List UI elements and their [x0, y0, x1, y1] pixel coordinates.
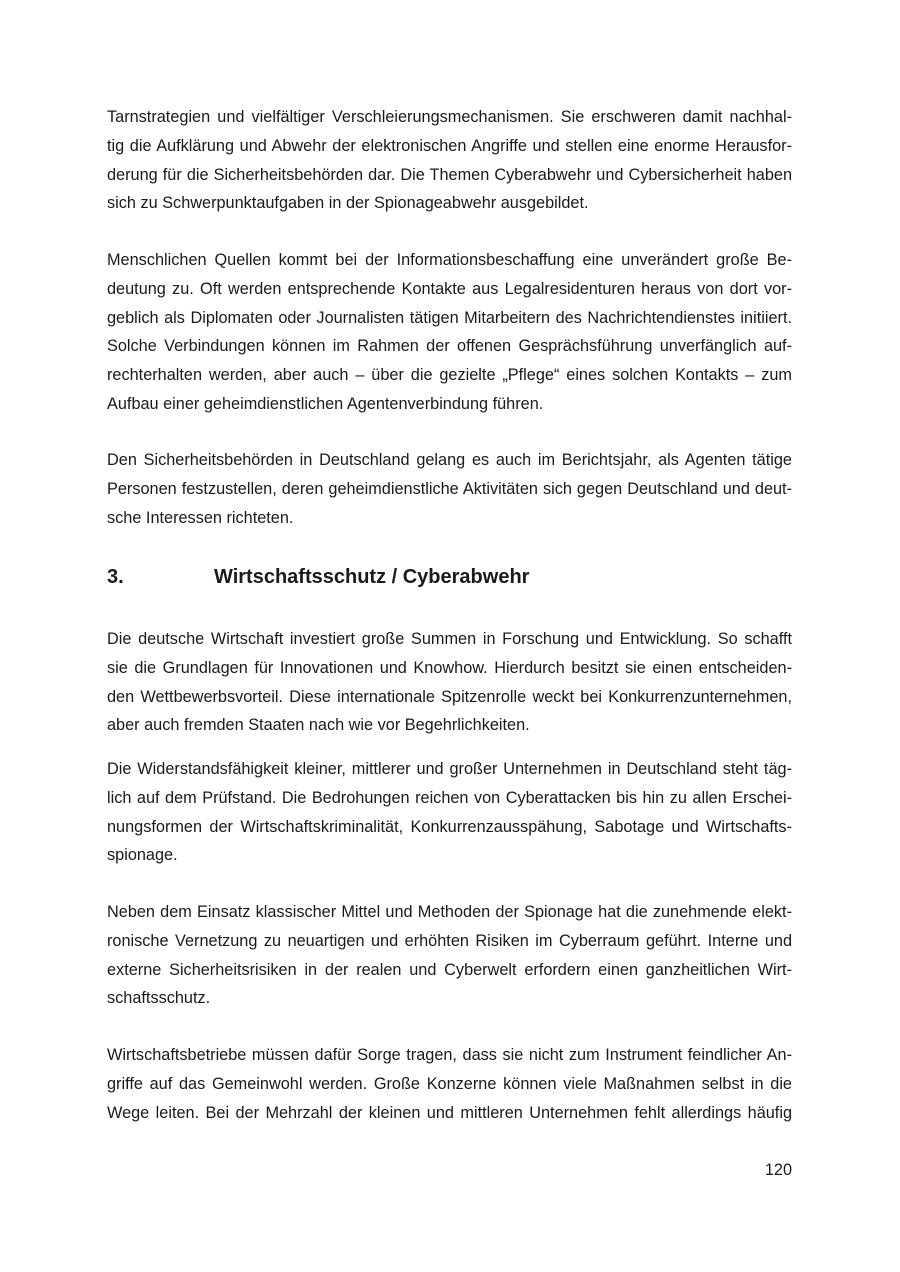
text-line: externe Sicherheitsrisiken in der realen und Cyberwelt erfordern einen ganzheitlichen Wirt-	[107, 960, 792, 979]
text-line: Tarnstrategien und vielfältiger Verschleierungsmechanismen. Sie erschweren damit nachhal-	[107, 108, 792, 126]
text-line: lich auf dem Prüfstand. Die Bedrohungen reichen von Cyberattacken bis hin zu allen Erschei-	[107, 788, 792, 807]
text-line: sie die Grundlagen für Innovationen und Knowhow. Hierdurch besitzt sie einen entscheiden-	[107, 658, 792, 677]
text-line: griffe auf das Gemeinwohl werden. Große Konzerne können viele Maßnahmen selbst in die	[107, 1074, 792, 1093]
text-line: sich zu Schwerpunktaufgaben in der Spionageabwehr ausgebildet.	[107, 194, 589, 213]
text-line: nungsformen der Wirtschaftskriminalität, Konkurrenzausspähung, Sabotage und Wirtschafts-	[107, 817, 792, 836]
text-line: geblich als Diplomaten oder Journalisten tätigen Mitarbeitern des Nachrichtendienstes initiiert.	[107, 308, 792, 327]
paragraph	[107, 625, 792, 740]
text-line: derung für die Sicherheitsbehörden dar. Die Themen Cyberabwehr und Cybersicherheit haben	[107, 165, 792, 184]
text-line: Wirtschaftsbetriebe müssen dafür Sorge tragen, dass sie nicht zum Instrument feindlicher An-	[107, 1046, 792, 1064]
text-line: sche Interessen richteten.	[107, 508, 294, 527]
paragraph	[107, 898, 792, 1013]
paragraph	[107, 1041, 792, 1127]
section-heading	[107, 563, 529, 591]
text-line: deutung zu. Oft werden entsprechende Kontakte aus Legalresidenturen heraus von dort vor-	[107, 279, 792, 298]
text-line: schaftsschutz.	[107, 989, 211, 1008]
text-line: Die Widerstandsfähigkeit kleiner, mittlerer und großer Unternehmen in Deutschland steht täg-	[107, 760, 792, 778]
paragraph	[107, 246, 792, 419]
paragraph	[107, 755, 792, 870]
page-number: 120	[764, 1161, 792, 1179]
text-line: Die deutsche Wirtschaft investiert große Summen in Forschung und Entwicklung. So schafft	[107, 630, 792, 648]
text-line: Wege leiten. Bei der Mehrzahl der kleinen und mittleren Unternehmen fehlt allerdings häufig	[107, 1103, 792, 1122]
section-title: Wirtschaftsschutz / Cyberabwehr	[214, 566, 530, 588]
text-line: Personen festzustellen, deren geheimdienstliche Aktivitäten sich gegen Deutschland und deut-	[107, 479, 792, 498]
text-line: Solche Verbindungen können im Rahmen der offenen Gesprächsführung unverfänglich auf-	[107, 337, 792, 356]
text-line: ronische Vernetzung zu neuartigen und erhöhten Risiken im Cyberraum geführt. Interne und	[107, 931, 792, 950]
section-number: 3.	[107, 566, 124, 588]
text-line: tig die Aufklärung und Abwehr der elektronischen Angriffe und stellen eine enorme Herausfor-	[107, 136, 792, 155]
paragraph	[107, 103, 792, 218]
text-line: aber auch fremden Staaten nach wie vor Begehrlichkeiten.	[107, 716, 530, 735]
paragraph	[107, 446, 792, 532]
text-line: den Wettbewerbsvorteil. Diese internationale Spitzenrolle weckt bei Konkurrenzunternehmen,	[107, 687, 792, 706]
text-line: Aufbau einer geheimdienstlichen Agentenverbindung führen.	[107, 394, 544, 413]
text-line: Den Sicherheitsbehörden in Deutschland gelang es auch im Berichtsjahr, als Agenten tätige	[107, 451, 792, 469]
text-line: spionage.	[107, 846, 178, 865]
text-line: rechterhalten werden, aber auch – über die gezielte „Pflege“ eines solchen Kontakts – zum	[107, 366, 792, 385]
text-line: Neben dem Einsatz klassischer Mittel und Methoden der Spionage hat die zunehmende elekt-	[107, 903, 792, 921]
text-line: Menschlichen Quellen kommt bei der Informationsbeschaffung eine unverändert große Be-	[107, 251, 792, 269]
